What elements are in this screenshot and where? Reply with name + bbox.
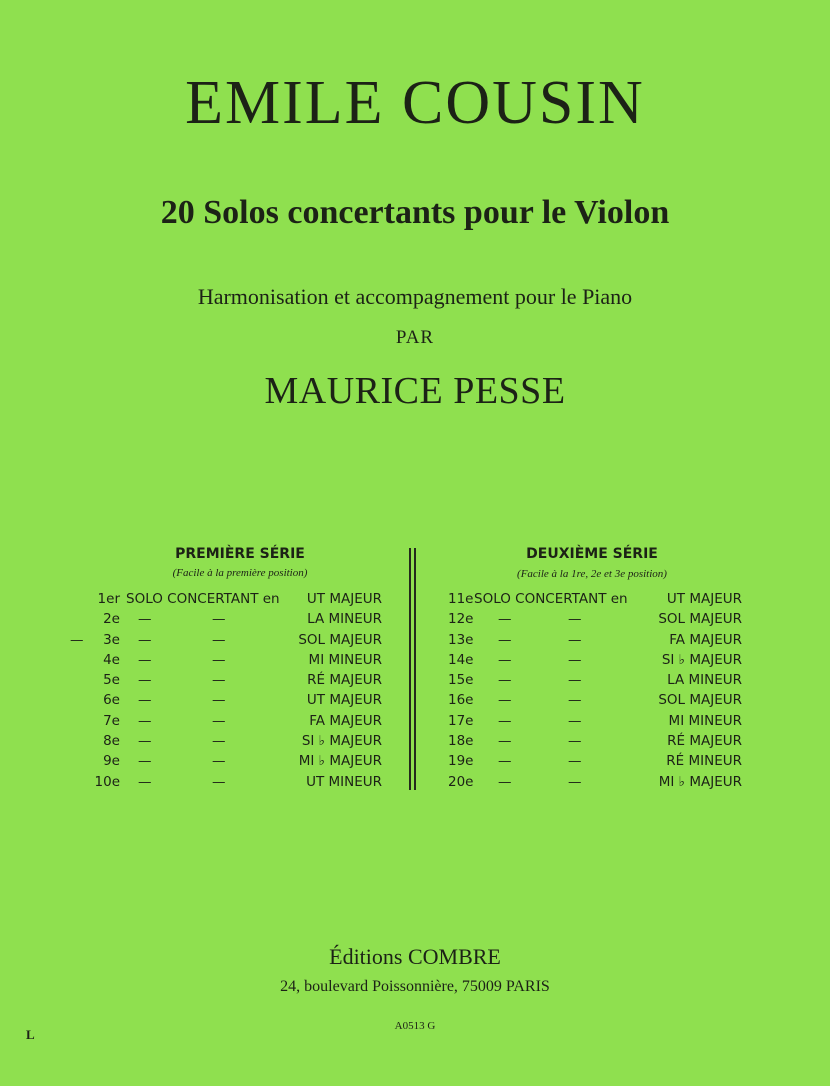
list-item xyxy=(74,711,382,731)
ditto-dash: — xyxy=(138,631,152,648)
catalog-number: A0513 G xyxy=(394,1020,436,1032)
solo-number: 19e xyxy=(448,753,474,770)
solo-key: LA MINEUR xyxy=(307,611,382,628)
solo-number: 5e xyxy=(103,672,120,689)
list-item xyxy=(74,589,382,609)
solo-key: MI ♭ MAJEUR xyxy=(298,753,382,770)
list-item xyxy=(440,690,742,710)
publisher-address: 24, boulevard Poissonnière, 75009 PARIS xyxy=(280,978,550,995)
solo-key: SOL MAJEUR xyxy=(298,631,382,648)
series-1-subtitle: (Facile à la première position) xyxy=(172,567,308,579)
solo-key: FA MAJEUR xyxy=(669,631,742,648)
solo-number: 7e xyxy=(103,712,120,729)
solo-label: SOLO CONCERTANT en xyxy=(474,591,628,607)
list-item xyxy=(70,630,382,650)
ditto-dash: — xyxy=(568,773,582,790)
ditto-dash: — xyxy=(212,712,226,729)
ditto-dash: — xyxy=(498,672,512,689)
column-divider xyxy=(409,548,411,790)
list-item xyxy=(74,670,382,690)
series-2-title: DEUXIÈME SÉRIE xyxy=(526,546,658,562)
solo-key: LA MINEUR xyxy=(667,672,742,689)
ditto-dash: — xyxy=(498,773,512,790)
list-item xyxy=(74,772,382,792)
ditto-dash: — xyxy=(138,773,152,790)
ditto-dash: — xyxy=(138,733,152,750)
solo-key: SI ♭ MAJEUR xyxy=(661,651,742,668)
solo-key: RÉ MAJEUR xyxy=(667,733,742,750)
solo-number: 9e xyxy=(103,753,120,770)
ditto-dash: — xyxy=(568,672,582,689)
list-item xyxy=(74,690,382,710)
solo-number: 6e xyxy=(103,692,120,709)
list-item xyxy=(440,772,742,792)
series-1-list xyxy=(70,589,382,792)
list-item xyxy=(440,751,742,771)
solo-number: 13e xyxy=(448,631,474,648)
solo-number: 12e xyxy=(448,611,474,628)
column-divider xyxy=(414,548,416,790)
list-item xyxy=(74,751,382,771)
harmonisation-line: Harmonisation et accompagnement pour le Piano xyxy=(197,284,633,309)
list-item xyxy=(440,650,742,670)
ditto-dash: — xyxy=(498,611,512,628)
publisher-name: Éditions COMBRE xyxy=(329,944,501,969)
solo-number: 10e xyxy=(94,773,120,790)
ditto-dash: — xyxy=(498,733,512,750)
solo-key: MI ♭ MAJEUR xyxy=(658,773,742,790)
list-item xyxy=(74,650,382,670)
par-label: PAR xyxy=(395,327,435,348)
solo-key: SOL MAJEUR xyxy=(658,692,742,709)
list-item xyxy=(440,609,742,629)
solo-key: MI MINEUR xyxy=(668,712,742,729)
solo-key: RÉ MAJEUR xyxy=(307,672,382,689)
ditto-dash: — xyxy=(568,651,582,668)
list-item xyxy=(440,731,742,751)
series-2-subtitle: (Facile à la 1re, 2e et 3e position) xyxy=(517,568,667,580)
list-item xyxy=(440,711,742,731)
list-item xyxy=(440,630,742,650)
arranger-name: MAURICE PESSE xyxy=(264,370,566,412)
ditto-dash: — xyxy=(212,631,226,648)
ditto-dash: — xyxy=(138,672,152,689)
list-item xyxy=(440,589,742,609)
ditto-dash: — xyxy=(138,753,152,770)
solo-key: UT MAJEUR xyxy=(306,591,382,607)
ditto-dash: — xyxy=(568,611,582,628)
solo-number: 14e xyxy=(448,651,474,668)
list-item xyxy=(74,731,382,751)
solo-key: UT MINEUR xyxy=(306,773,382,790)
ditto-dash: — xyxy=(568,753,582,770)
solo-number: 17e xyxy=(448,712,474,729)
series-2-list xyxy=(440,589,742,792)
ditto-dash: — xyxy=(212,773,226,790)
solo-number: 8e xyxy=(103,733,120,750)
ditto-dash: — xyxy=(212,651,226,668)
solo-key: FA MAJEUR xyxy=(309,712,382,729)
solo-key: MI MINEUR xyxy=(308,651,382,668)
ditto-dash: — xyxy=(568,631,582,648)
ditto-dash: — xyxy=(212,753,226,770)
series-1-title: PREMIÈRE SÉRIE xyxy=(175,546,305,562)
ditto-dash: — xyxy=(498,631,512,648)
ditto-dash: — xyxy=(212,692,226,709)
solo-key: UT MAJEUR xyxy=(306,692,382,709)
ditto-dash: — xyxy=(498,753,512,770)
ditto-dash: — xyxy=(498,712,512,729)
solo-key: SI ♭ MAJEUR xyxy=(301,733,382,750)
solo-number: 2e xyxy=(103,611,120,628)
solo-number: 15e xyxy=(448,672,474,689)
ditto-dash: — xyxy=(498,692,512,709)
ditto-dash: — xyxy=(568,692,582,709)
ditto-dash: — xyxy=(212,672,226,689)
ditto-dash: — xyxy=(568,733,582,750)
corner-mark: L xyxy=(26,1027,35,1042)
solo-number: 3e xyxy=(103,631,120,648)
ditto-dash: — xyxy=(138,692,152,709)
solo-key: SOL MAJEUR xyxy=(658,611,742,628)
solo-key: RÉ MINEUR xyxy=(666,753,742,770)
ditto-dash: — xyxy=(138,651,152,668)
ditto-dash: — xyxy=(138,611,152,628)
list-item xyxy=(74,609,382,629)
ditto-dash: — xyxy=(212,733,226,750)
solo-number: 20e xyxy=(448,773,474,790)
solo-label: SOLO CONCERTANT en xyxy=(126,591,280,607)
leading-dash: — xyxy=(70,631,84,648)
ditto-dash: — xyxy=(568,712,582,729)
list-item xyxy=(440,670,742,690)
solo-key: UT MAJEUR xyxy=(666,591,742,607)
ditto-dash: — xyxy=(498,651,512,668)
solo-number: 4e xyxy=(103,651,120,668)
solo-number: 18e xyxy=(448,733,474,750)
ditto-dash: — xyxy=(138,712,152,729)
composer-name: EMILE COUSIN xyxy=(185,69,645,137)
solo-number: 16e xyxy=(448,692,474,709)
solo-number: 11e xyxy=(448,591,474,607)
work-title: 20 Solos concertants pour le Violon xyxy=(160,194,670,231)
solo-number: 1er xyxy=(97,591,120,607)
ditto-dash: — xyxy=(212,611,226,628)
